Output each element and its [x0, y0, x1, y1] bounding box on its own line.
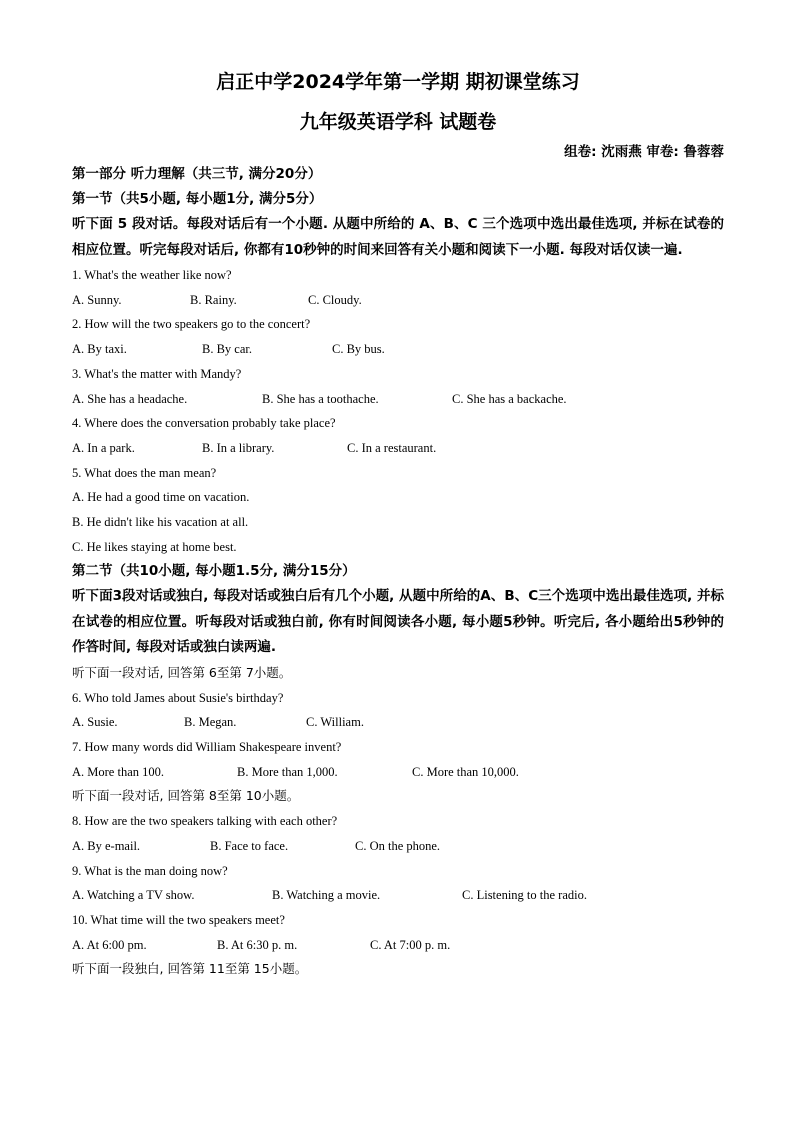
- option-b: B. He didn't like his vacation at all.: [72, 515, 249, 530]
- option-a: A. At 6:00 pm.: [72, 937, 147, 952]
- option-a: A. He had a good time on vacation.: [72, 490, 250, 505]
- part1-heading: 第一部分 听力理解（共三节, 满分20分）: [72, 166, 322, 182]
- option-c: C. More than 10,000.: [412, 764, 519, 779]
- question-4: 4. Where does the conversation probably take place?: [72, 416, 336, 431]
- section2-heading: 第二节（共10小题, 每小题1.5分, 满分15分）: [72, 563, 356, 580]
- section1-instruction: 听下面 5 段对话。每段对话后有一个小题. 从题中所给的 A、B、C 三个选项中选出最佳选项, 并标在试卷的相应位置。听完每段对话后, 你都有10秒钟的时间来回答有关小题和阅读下一小题. 每段对话仅读一遍.: [72, 216, 724, 258]
- question-9-options: [72, 883, 724, 908]
- option-b: B. She has a toothache.: [262, 391, 379, 406]
- listening-lead-3: 听下面一段独白, 回答第 11至第 15小题。: [72, 961, 308, 977]
- listening-lead-2: 听下面一段对话, 回答第 8至第 10小题。: [72, 788, 300, 804]
- option-a: A. In a park.: [72, 440, 135, 455]
- section2-instruction: 听下面3段对话或独白, 每段对话或独白后有几个小题, 从题中所给的A、B、C三个选项中选出最佳选项, 并标在试卷的相应位置。听每段对话或独白前, 你有时间阅读各小题, 每小题5秒钟。听完后, 各小题给出5秒钟的作答时间, 每段对话或独白读两遍.: [72, 588, 724, 656]
- exam-subtitle: 九年级英语学科 试题卷: [299, 111, 497, 133]
- question-7-options: [72, 760, 724, 785]
- question-1-options: [72, 288, 724, 313]
- option-c: C. In a restaurant.: [347, 440, 437, 455]
- question-1: 1. What's the weather like now?: [72, 268, 232, 282]
- option-a: A. More than 100.: [72, 764, 164, 779]
- option-b: B. In a library.: [202, 440, 275, 455]
- question-9: 9. What is the man doing now?: [72, 863, 228, 878]
- option-a: A. Watching a TV show.: [72, 888, 195, 903]
- listening-lead-1: 听下面一段对话, 回答第 6至第 7小题。: [72, 664, 292, 680]
- option-c: C. She has a backache.: [452, 391, 567, 406]
- question-10: 10. What time will the two speakers meet?: [72, 912, 285, 927]
- option-b: B. Watching a movie.: [272, 888, 381, 903]
- question-3: 3. What's the matter with Mandy?: [72, 366, 242, 381]
- option-c: C. On the phone.: [355, 838, 441, 853]
- option-a: A. Sunny.: [72, 292, 122, 307]
- option-b: B. Rainy.: [190, 292, 237, 307]
- question-8-options: [72, 834, 724, 859]
- option-b: B. Megan.: [184, 715, 237, 730]
- option-a: A. By taxi.: [72, 342, 127, 357]
- question-5: 5. What does the man mean?: [72, 465, 217, 480]
- option-b: B. At 6:30 p. m.: [217, 937, 298, 952]
- authors-line: 组卷: 沈雨燕 审卷: 鲁蓉蓉: [564, 144, 724, 160]
- exam-page: [72, 68, 724, 982]
- question-2: 2. How will the two speakers go to the concert?: [72, 317, 311, 332]
- option-c: C. At 7:00 p. m.: [370, 937, 451, 952]
- question-6-options: [72, 710, 724, 735]
- question-10-options: [72, 933, 724, 958]
- question-6: 6. Who told James about Susie's birthday?: [72, 690, 284, 705]
- option-c: C. Listening to the radio.: [462, 888, 587, 903]
- option-b: B. More than 1,000.: [237, 764, 338, 779]
- question-2-options: [72, 337, 724, 362]
- option-c: C. By bus.: [332, 342, 385, 357]
- question-3-options: [72, 387, 724, 412]
- option-b: B. By car.: [202, 342, 252, 357]
- option-a: A. She has a headache.: [72, 391, 188, 406]
- question-7: 7. How many words did William Shakespeare invent?: [72, 740, 342, 755]
- option-c: C. William.: [306, 715, 364, 730]
- question-8: 8. How are the two speakers talking with each other?: [72, 814, 338, 829]
- option-b: B. Face to face.: [210, 838, 289, 853]
- option-a: A. By e-mail.: [72, 838, 141, 853]
- question-4-options: [72, 436, 724, 461]
- option-c: C. Cloudy.: [308, 292, 362, 307]
- section1-heading: 第一节（共5小题, 每小题1分, 满分5分）: [72, 191, 323, 207]
- option-c: C. He likes staying at home best.: [72, 539, 237, 554]
- option-a: A. Susie.: [72, 715, 118, 730]
- exam-title: 启正中学2024学年第一学期 期初课堂练习: [216, 71, 580, 93]
